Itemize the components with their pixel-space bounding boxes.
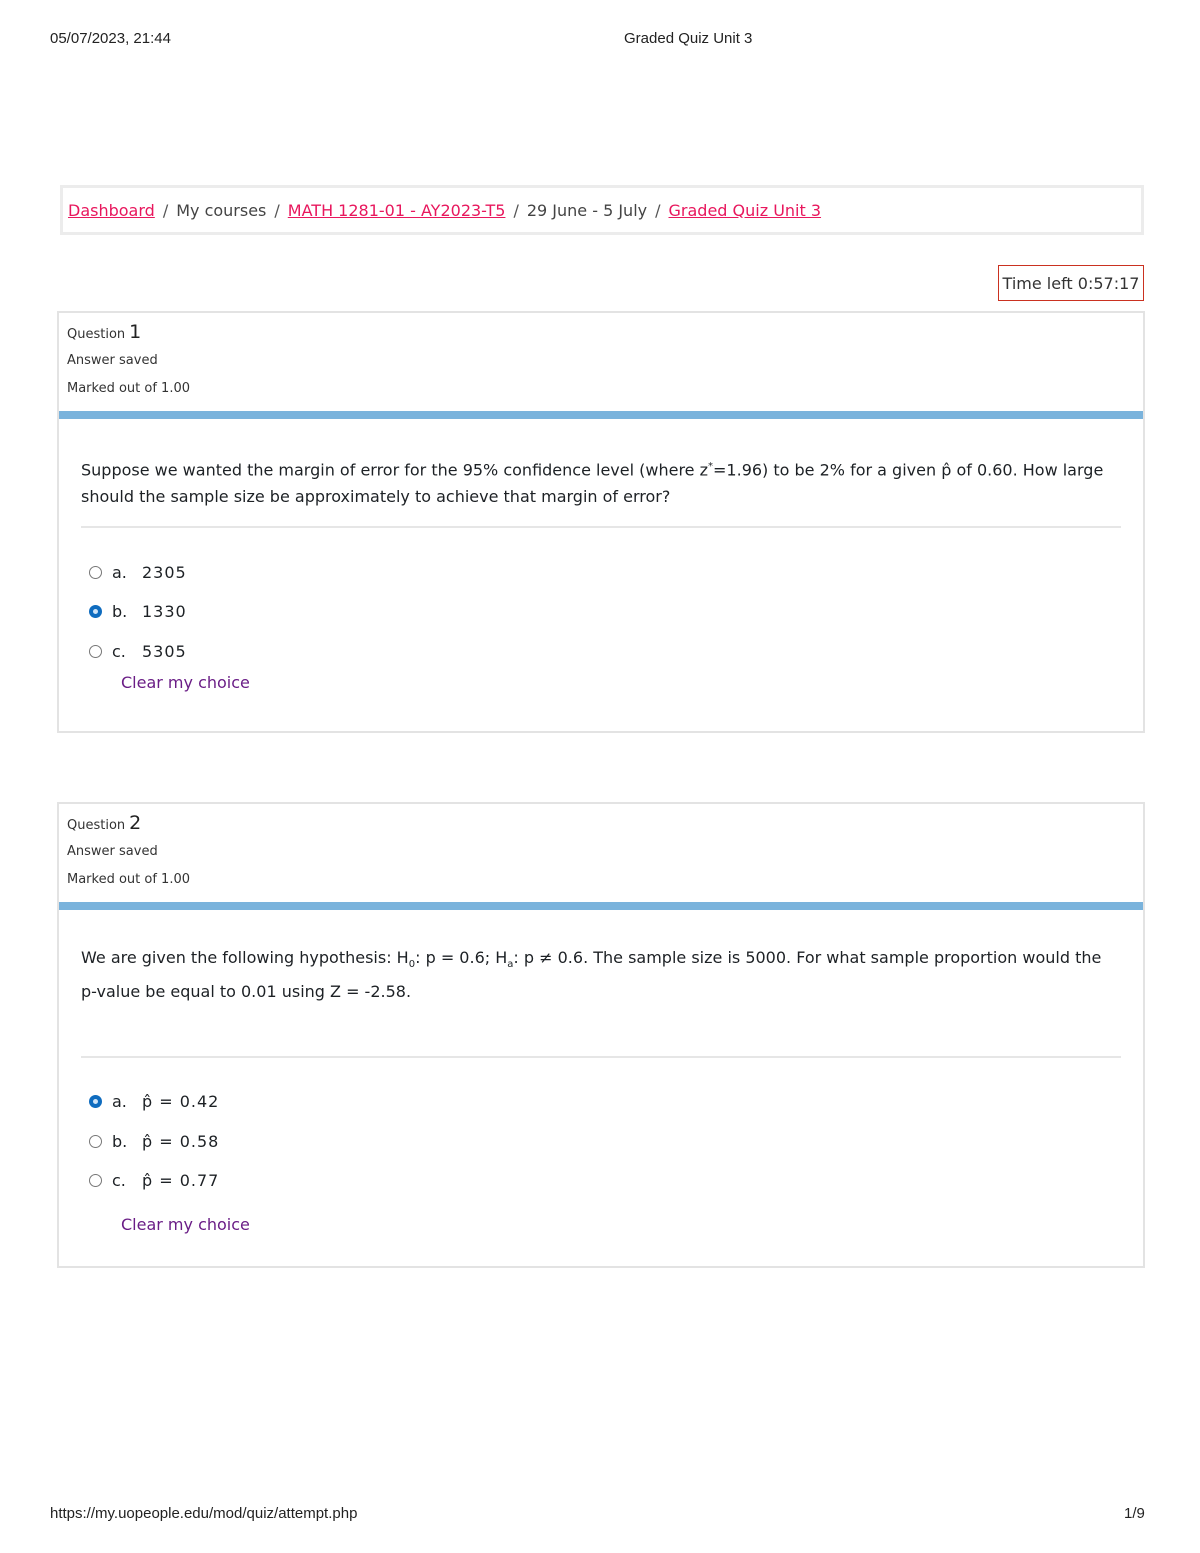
- radio-unchecked-icon[interactable]: [89, 645, 102, 658]
- question-card-1: [57, 311, 1145, 733]
- question-text: Suppose we wanted the margin of error for the 95% confidence level (where z*=1.96) to be 2% for a given p̂ of 0.60. How large should the sample size be approximately to achieve that margin of error?: [81, 460, 1104, 507]
- breadcrumb-separator: /: [655, 200, 661, 220]
- question-state: Answer saved: [67, 844, 158, 859]
- question-content: [59, 419, 1143, 692]
- radio-unchecked-icon[interactable]: [89, 566, 102, 579]
- question-divider: [81, 526, 1121, 528]
- radio-unchecked-icon[interactable]: [89, 1174, 102, 1187]
- question-content-bar: [59, 902, 1143, 910]
- breadcrumb-week: 29 June - 5 July: [526, 200, 648, 220]
- print-date: 05/07/2023, 21:44: [50, 30, 171, 47]
- question-label: Question: [67, 327, 126, 342]
- question-label: Question: [67, 818, 126, 833]
- breadcrumb-course-link[interactable]: MATH 1281-01 - AY2023-T5: [287, 200, 506, 220]
- answer-option-b[interactable]: b. 1330: [89, 592, 1121, 632]
- question-content-bar: [59, 411, 1143, 419]
- answer-option-c[interactable]: c. p̂ = 0.77: [89, 1161, 1121, 1201]
- print-title: Graded Quiz Unit 3: [624, 30, 753, 47]
- print-url: https://my.uopeople.edu/mod/quiz/attempt.php: [50, 1505, 358, 1522]
- answer-list: [81, 552, 1121, 692]
- question-card-2: [57, 802, 1145, 1268]
- answer-list: [81, 1082, 1121, 1234]
- radio-unchecked-icon[interactable]: [89, 1135, 102, 1148]
- answer-option-b[interactable]: b. p̂ = 0.58: [89, 1122, 1121, 1162]
- breadcrumb-dashboard-link[interactable]: Dashboard: [68, 200, 155, 220]
- answer-option-a[interactable]: a. p̂ = 0.42: [89, 1082, 1121, 1122]
- answer-option-a[interactable]: a. 2305: [89, 552, 1121, 592]
- radio-checked-icon[interactable]: [89, 605, 102, 618]
- question-info: [59, 313, 1143, 411]
- question-number: 1: [129, 321, 142, 343]
- question-content: [59, 910, 1143, 1234]
- breadcrumb-quiz-link[interactable]: Graded Quiz Unit 3: [668, 200, 822, 220]
- clear-choice-link[interactable]: Clear my choice: [121, 1214, 250, 1234]
- breadcrumb: [60, 185, 1144, 235]
- question-mark: Marked out of 1.00: [67, 381, 191, 396]
- question-info: [59, 804, 1143, 902]
- question-mark: Marked out of 1.00: [67, 872, 191, 887]
- breadcrumb-my-courses: My courses: [176, 200, 267, 220]
- radio-checked-icon[interactable]: [89, 1095, 102, 1108]
- question-divider: [81, 1056, 1121, 1058]
- print-page-number: 1/9: [1124, 1505, 1145, 1522]
- clear-choice-link[interactable]: Clear my choice: [121, 672, 250, 692]
- breadcrumb-separator: /: [513, 200, 519, 220]
- breadcrumb-separator: /: [162, 200, 169, 220]
- quiz-timer: Time left 0:57:17: [998, 265, 1144, 301]
- breadcrumb-separator: /: [274, 200, 280, 220]
- question-state: Answer saved: [67, 353, 158, 368]
- question-text: We are given the following hypothesis: $H_0$: p = 0.6; $H_a$: p ≠ 0.6. The sample size is 5000. For what sample proportion would the p-value be equal to 0.01 using Z = -2.58.: [81, 948, 1102, 1002]
- answer-option-c[interactable]: c. 5305: [89, 631, 1121, 671]
- question-number: 2: [129, 812, 142, 834]
